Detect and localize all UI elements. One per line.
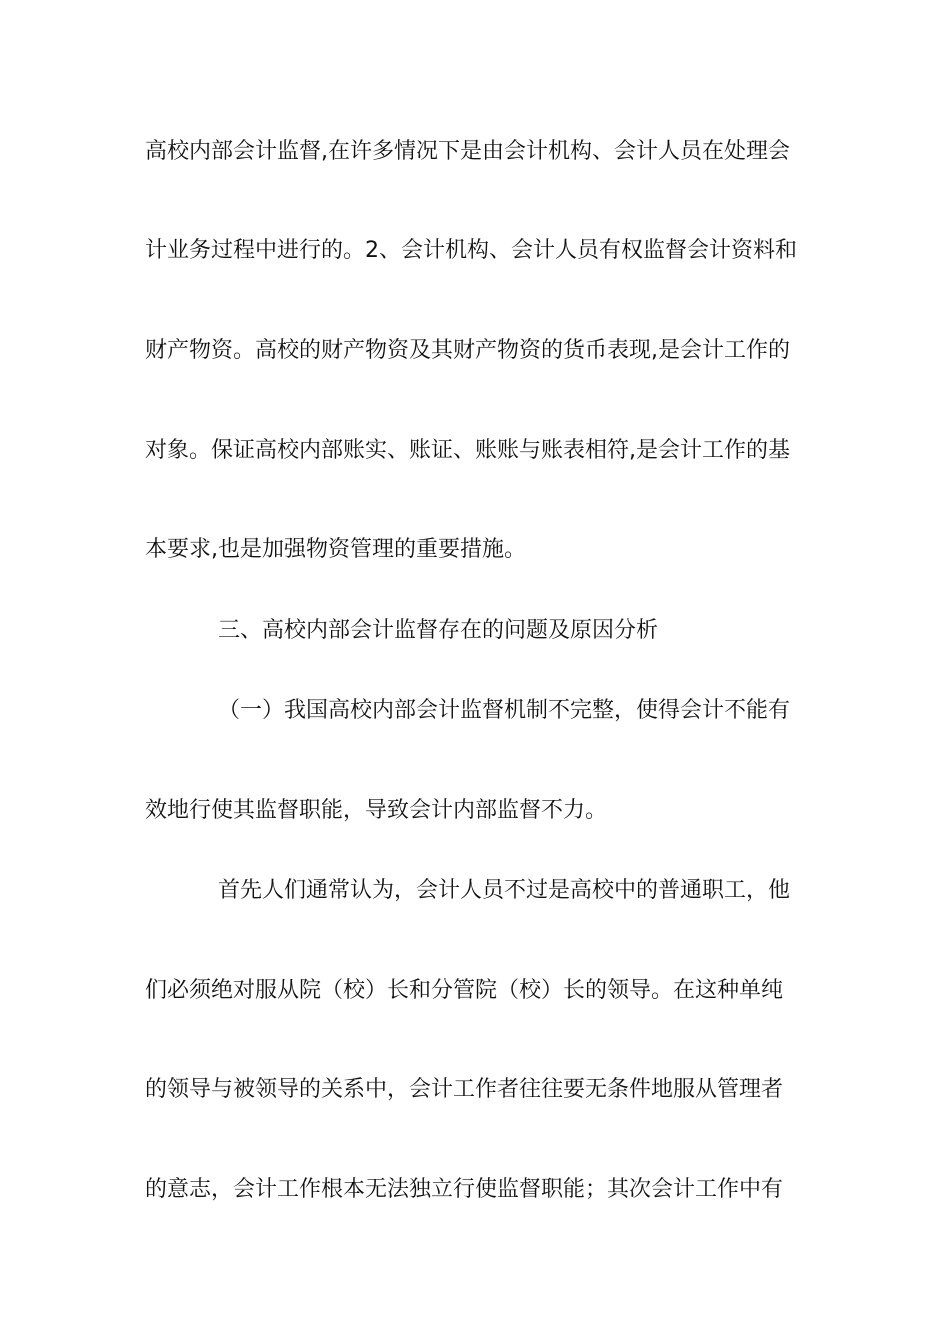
paragraph-line: 效地行使其监督职能，导致会计内部监督不力。 bbox=[145, 798, 608, 823]
paragraph-line: 首先人们通常认为，会计人员不过是高校中的普通职工，他 bbox=[218, 878, 791, 903]
paragraph-line: 财产物资。高校的财产物资及其财产物资的货币表现,是会计工作的 bbox=[145, 338, 790, 363]
paragraph-line: 的意志，会计工作根本无法独立行使监督职能；其次会计工作中有 bbox=[145, 1177, 784, 1202]
paragraph-line: 高校内部会计监督,在许多情况下是由会计机构、会计人员在处理会 bbox=[145, 139, 790, 164]
paragraph-line: 本要求,也是加强物资管理的重要措施。 bbox=[145, 537, 526, 562]
paragraph-line: 的领导与被领导的关系中，会计工作者往往要无条件地服从管理者 bbox=[145, 1077, 784, 1102]
paragraph-line: 们必须绝对服从院（校）长和分管院（校）长的领导。在这种单纯 bbox=[145, 978, 784, 1003]
paragraph-line: （一）我国高校内部会计监督机制不完整，使得会计不能有 bbox=[218, 698, 791, 723]
paragraph-line: 计业务过程中进行的。2、会计机构、会计人员有权监督会计资料和 bbox=[145, 238, 797, 263]
section-heading: 三、高校内部会计监督存在的问题及原因分析 bbox=[218, 618, 659, 643]
paragraph-line: 对象。保证高校内部账实、账证、账账与账表相符,是会计工作的基 bbox=[145, 438, 790, 463]
